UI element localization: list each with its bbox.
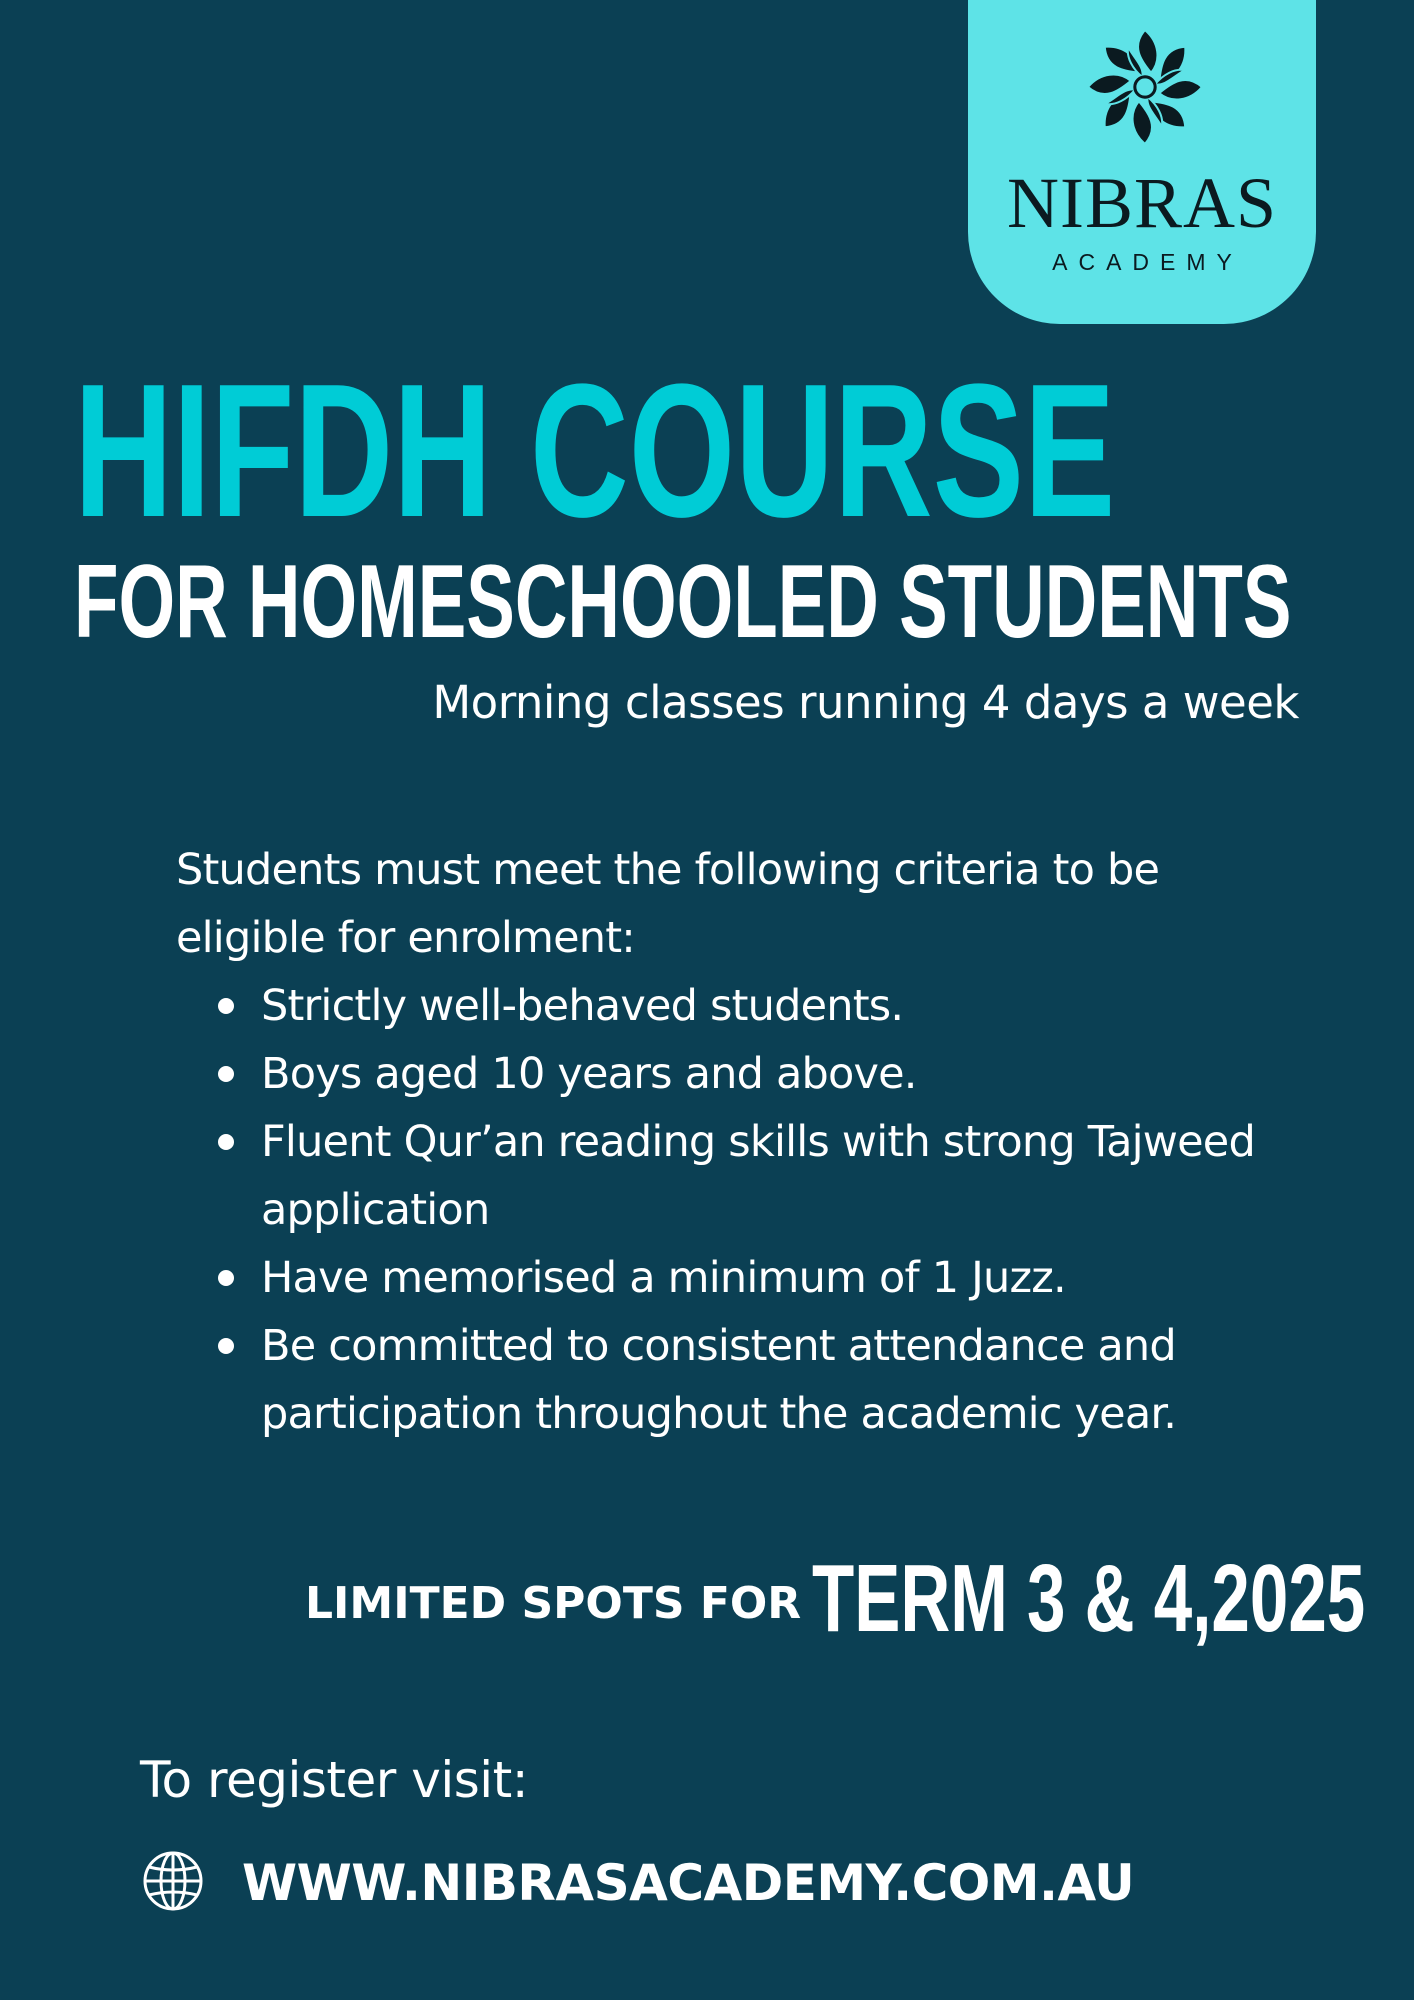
bullet-icon	[218, 1134, 234, 1150]
criteria-intro: Students must meet the following criteria to be eligible for enrolment:	[176, 845, 1160, 963]
website-link[interactable]: WWW.NIBRASACADEMY.COM.AU	[242, 1854, 1135, 1912]
bullet-icon	[218, 1066, 234, 1082]
logo-mark-icon	[1084, 26, 1206, 148]
criteria-section	[176, 836, 1316, 1448]
logo-name: NIBRAS	[1006, 163, 1278, 243]
criteria-item	[176, 1312, 1316, 1448]
schedule-tagline: Morning classes running 4 days a week	[432, 676, 1299, 729]
course-subtitle: FOR HOMESCHOOLED STUDENTS	[74, 544, 1292, 660]
criteria-item-text: Strictly well-behaved students.	[261, 981, 904, 1031]
bullet-icon	[218, 998, 234, 1014]
criteria-item-text: Have memorised a minimum of 1 Juzz.	[261, 1253, 1066, 1303]
criteria-item	[176, 972, 1316, 1040]
logo-badge	[968, 0, 1316, 324]
globe-icon	[142, 1850, 204, 1912]
bullet-icon	[218, 1270, 234, 1286]
criteria-list	[176, 972, 1316, 1448]
criteria-item	[176, 1244, 1316, 1312]
criteria-item-text: Fluent Qur’an reading skills with strong Tajweed application	[261, 1117, 1255, 1235]
logo-subtitle: ACADEMY	[1052, 249, 1243, 275]
criteria-item	[176, 1108, 1316, 1244]
limited-spots-label: LIMITED SPOTS FOR	[305, 1578, 802, 1629]
course-title: HIFDH COURSE	[74, 345, 1116, 557]
register-label: To register visit:	[140, 1751, 529, 1809]
term-label: TERM 3 & 4,2025	[812, 1545, 1366, 1652]
bullet-icon	[218, 1338, 234, 1354]
criteria-item-text: Boys aged 10 years and above.	[261, 1049, 917, 1099]
criteria-item	[176, 1040, 1316, 1108]
criteria-item-text: Be committed to consistent attendance and participation throughout the academic year.	[261, 1321, 1177, 1439]
